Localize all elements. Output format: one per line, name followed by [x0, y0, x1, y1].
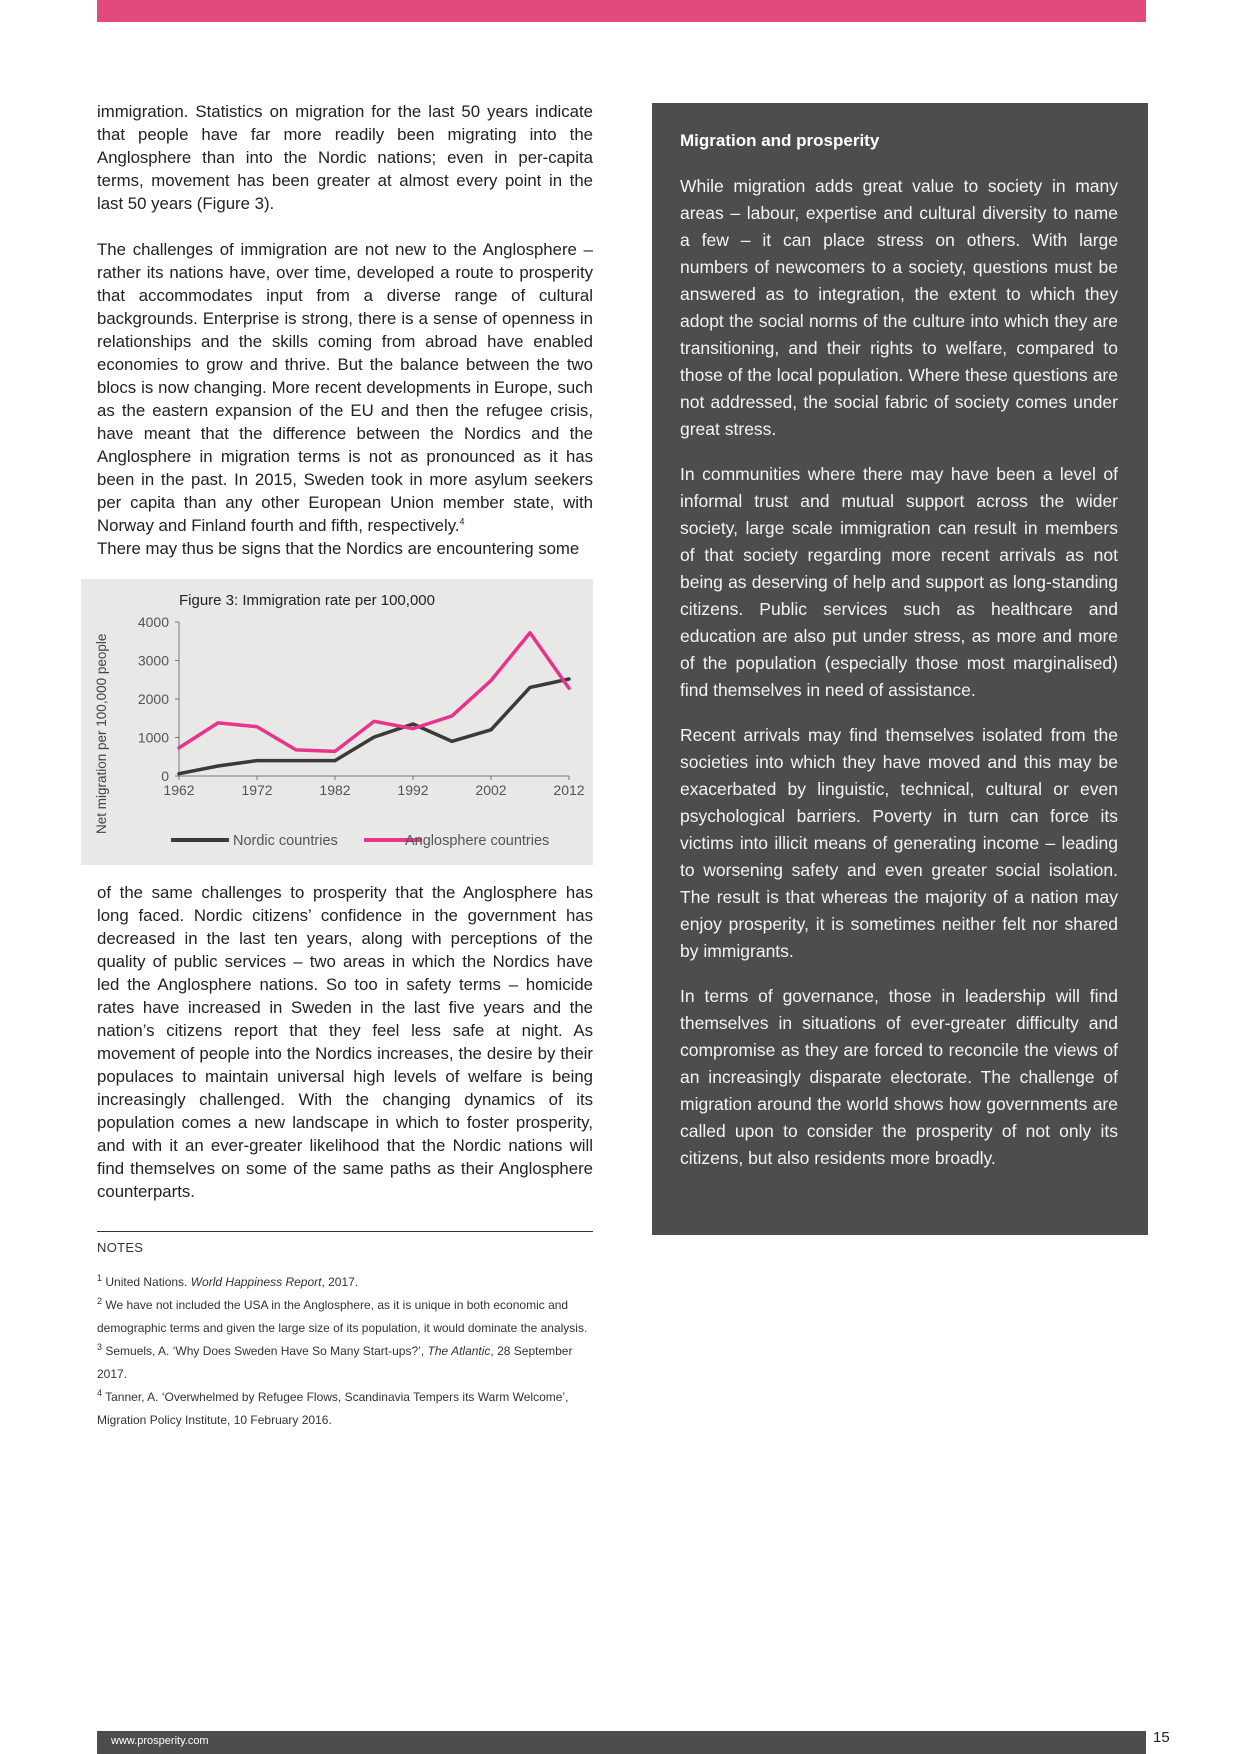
body-paragraph: There may thus be signs that the Nordics are encountering some	[97, 539, 580, 558]
y-tick-label: 3000	[137, 652, 169, 669]
sidebar-paragraph: In communities where there may have been a level of informal trust and mutual support across the wider society, large scale immigration can result in members of that society regarding more recent arrivals as not being as deserving of help and support as long-standing citizens. Public services such as healthcare and education are also put under stress, as more and more of the population (especially those most marginalised) find themselves in need of assistance.	[680, 464, 1118, 700]
data-point	[413, 728, 414, 729]
y-tick-label: 4000	[137, 614, 169, 630]
data-point	[452, 741, 453, 742]
footnote-text: , 2017.	[321, 1275, 359, 1289]
main-column-upper	[97, 100, 593, 560]
footnote-text: Tanner, A. ‘Overwhelmed by Refugee Flows, Scandinavia Tempers its Warm Welcome’, Migration Policy Institute, 10 February 2016.	[97, 1390, 569, 1427]
footnote-text: Semuels, A. ‘Why Does Sweden Have So Many Start-ups?’,	[102, 1344, 428, 1358]
sidebar-box	[652, 103, 1148, 1235]
main-column-lower	[97, 881, 593, 1203]
sidebar-paragraph: While migration adds great value to society in many areas – labour, expertise and cultural diversity to name a few – it can place stress on others. With large numbers of newcomers to a society, questions must be answered as to integration, the extent to which they adopt the social norms of the culture into which they are transitioning, and their rights to welfare, compared to those of the local population. Where these questions are not addressed, the social fabric of society comes under great stress.	[680, 176, 1118, 439]
chart-title: Figure 3: Immigration rate per 100,000	[179, 592, 435, 609]
sidebar-title: Migration and prosperity	[680, 131, 880, 150]
data-point	[335, 760, 336, 761]
legend-label: Nordic countries	[233, 833, 338, 849]
y-axis-label: Net migration per 100,000 people	[94, 633, 109, 834]
footnote-number: 1	[97, 1273, 103, 1283]
data-point	[569, 688, 570, 689]
data-point	[491, 680, 492, 681]
footnote-number: 4	[97, 1388, 103, 1398]
footnote-number: 2	[97, 1296, 103, 1306]
data-point	[374, 737, 375, 738]
line-chart	[81, 579, 593, 865]
footnote-ref[interactable]: 4	[459, 516, 465, 527]
page-number: 15	[1153, 1729, 1170, 1746]
footer-url[interactable]: www.prosperity.com	[111, 1735, 209, 1747]
sidebar-content	[680, 129, 1118, 1190]
x-tick-label: 1962	[163, 782, 195, 798]
data-point	[452, 715, 453, 716]
data-point	[296, 749, 297, 750]
body-paragraph: immigration. Statistics on migration for the last 50 years indicate that people have far more readily been migrating into the Anglosphere than into the Nordic nations; even in per-capita terms, movement has been greater at almost every point in the last 50 years (Figure 3).	[97, 102, 593, 213]
data-point	[257, 760, 258, 761]
footnote-number: 3	[97, 1342, 103, 1352]
y-tick-label: 0	[161, 768, 169, 784]
data-point	[530, 687, 531, 688]
x-tick-label: 1982	[319, 782, 351, 798]
chart-legend	[171, 833, 549, 849]
data-point	[179, 773, 180, 774]
top-accent-bar	[97, 0, 1146, 22]
y-tick-label: 1000	[137, 729, 169, 746]
footnote-text: United Nations.	[102, 1275, 191, 1289]
y-tick-label: 2000	[137, 691, 169, 707]
data-point	[569, 678, 570, 679]
body-paragraph	[97, 238, 593, 537]
footnote-2	[97, 1294, 593, 1340]
notes-title: NOTES	[97, 1240, 144, 1255]
data-point	[491, 729, 492, 730]
x-tick-label: 2012	[553, 782, 585, 798]
data-point	[218, 765, 219, 766]
footnote-title: World Happiness Report	[190, 1275, 322, 1289]
sidebar-paragraph: Recent arrivals may find themselves isolated from the societies into which they have moved and this may be exacerbated by linguistic, technical, cultural or even psychological barriers. Poverty in turn can force its victims into illicit means of generating income – leading to worsening safety and even greater social isolation. The result is that whereas the majority of a nation may enjoy prosperity, it is sometimes neither felt nor shared by immigrants.	[680, 725, 1118, 961]
data-point	[335, 751, 336, 752]
figure-3-chart	[81, 579, 593, 865]
data-point	[296, 760, 297, 761]
footer-bar	[97, 1731, 1146, 1754]
notes-section	[97, 1240, 593, 1432]
notes-divider	[97, 1231, 593, 1232]
data-point	[530, 632, 531, 633]
footnote-title: The Atlantic	[427, 1344, 491, 1358]
footnote-1	[97, 1271, 593, 1294]
data-point	[374, 721, 375, 722]
data-point	[257, 726, 258, 727]
footnote-text: We have not included the USA in the Anglosphere, as it is unique in both economic and demographic terms and given the large size of its population, it would dominate the analysis.	[97, 1298, 588, 1335]
data-point	[218, 722, 219, 723]
data-point	[413, 724, 414, 725]
x-tick-label: 2002	[475, 782, 507, 798]
x-tick-label: 1972	[241, 782, 273, 798]
footnote-text: , 28 September 2017.	[97, 1344, 573, 1381]
chart-series	[179, 632, 570, 774]
x-tick-label: 1992	[397, 782, 429, 798]
chart-axes	[138, 614, 585, 798]
legend-label: Anglosphere countries	[405, 833, 550, 849]
series-line	[179, 633, 569, 752]
data-point	[179, 747, 180, 748]
paragraph-text: The challenges of immigration are not new to the Anglosphere – rather its nations have, over time, developed a route to prosperity that accommodates input from a diverse range of cultural backgrounds. Enterprise is strong, there is a sense of openness in relationships and the skills coming from abroad have enabled economies to grow and thrive. But the balance between the two blocs is now changing. More recent developments in Europe, such as the eastern expansion of the EU and then the refugee crisis, have meant that the difference between the Nordics and the Anglosphere in migration terms is not as pronounced as it has been in the past. In 2015, Sweden took in more asylum seekers per capita than any other European Union member state, with Norway and Finland fourth and fifth, respectively.	[97, 240, 593, 535]
footnote-3	[97, 1340, 593, 1386]
footnote-4	[97, 1386, 593, 1432]
body-paragraph: of the same challenges to prosperity that the Anglosphere has long faced. Nordic citizens’ confidence in the government has decreased in the last ten years, along with perceptions of the quality of public services – two areas in which the Nordics have led the Anglosphere nations. So too in safety terms – homicide rates have increased in Sweden in the last five years and the nation’s citizens report that they feel less safe at night. As movement of people into the Nordics increases, the desire by their populaces to maintain universal high levels of welfare is being increasingly challenged. With the changing dynamics of its population comes a new landscape in which to foster prosperity, and with it an ever-greater likelihood that the Nordic nations will find themselves on some of the same paths as their Anglosphere counterparts.	[97, 883, 593, 1201]
sidebar-paragraph: In terms of governance, those in leadership will find themselves in situations of ever-greater difficulty and compromise as they are forced to reconcile the views of an increasingly disparate electorate. The challenge of migration around the world shows how governments are called upon to consider the prosperity of not only its citizens, but also residents more broadly.	[680, 986, 1118, 1168]
